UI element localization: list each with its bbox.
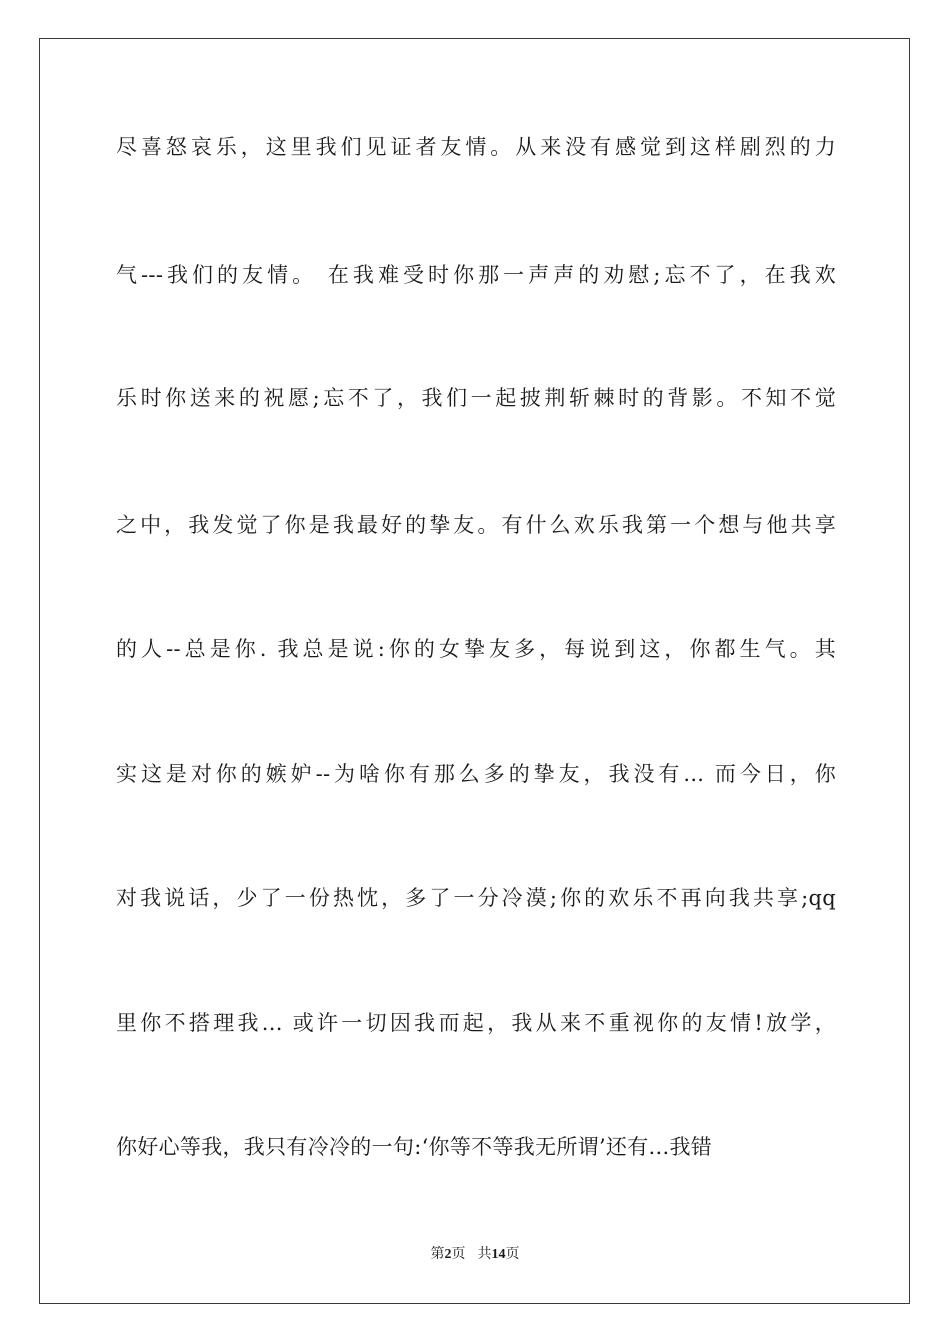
body-text-line-9: 你好心等我，我只有冷冷的一句:‘你等不等我无所谓’还有...我错 <box>116 1135 713 1159</box>
total-label-prefix: 共 <box>477 1247 492 1262</box>
page-number: 2 <box>444 1247 452 1262</box>
page-label-suffix: 页 <box>451 1247 466 1262</box>
body-text-line-6: 实这是对你的嫉妒--为啥你有那么多的挚友，我没有... 而今日，你 <box>116 762 836 786</box>
body-text-line-1: 尽喜怒哀乐，这里我们见证者友情。从来没有感觉到这样剧烈的力 <box>116 135 836 159</box>
body-text-line-4: 之中，我发觉了你是我最好的挚友。有什么欢乐我第一个想与他共享 <box>116 513 836 537</box>
body-text-line-3: 乐时你送来的祝愿;忘不了，我们一起披荆斩棘时的背影。不知不觉 <box>116 386 836 410</box>
body-text-line-7: 对我说话，少了一份热忱，多了一分冷漠;你的欢乐不再向我共享;qq <box>116 886 836 910</box>
page-label-prefix: 第 <box>430 1247 445 1262</box>
total-label-suffix: 页 <box>505 1247 520 1262</box>
page-footer <box>0 1245 950 1265</box>
body-text-line-2: 气---我们的友情。 在我难受时你那一声声的劝慰;忘不了，在我欢 <box>116 263 836 287</box>
body-text-line-8: 里你不搭理我... 或许一切因我而起，我从来不重视你的友情!放学， <box>116 1011 836 1035</box>
page-border <box>39 38 910 1304</box>
body-text-line-5: 的人--总是你. 我总是说:你的女挚友多，每说到这，你都生气。其 <box>116 637 836 661</box>
total-pages: 14 <box>491 1247 506 1262</box>
